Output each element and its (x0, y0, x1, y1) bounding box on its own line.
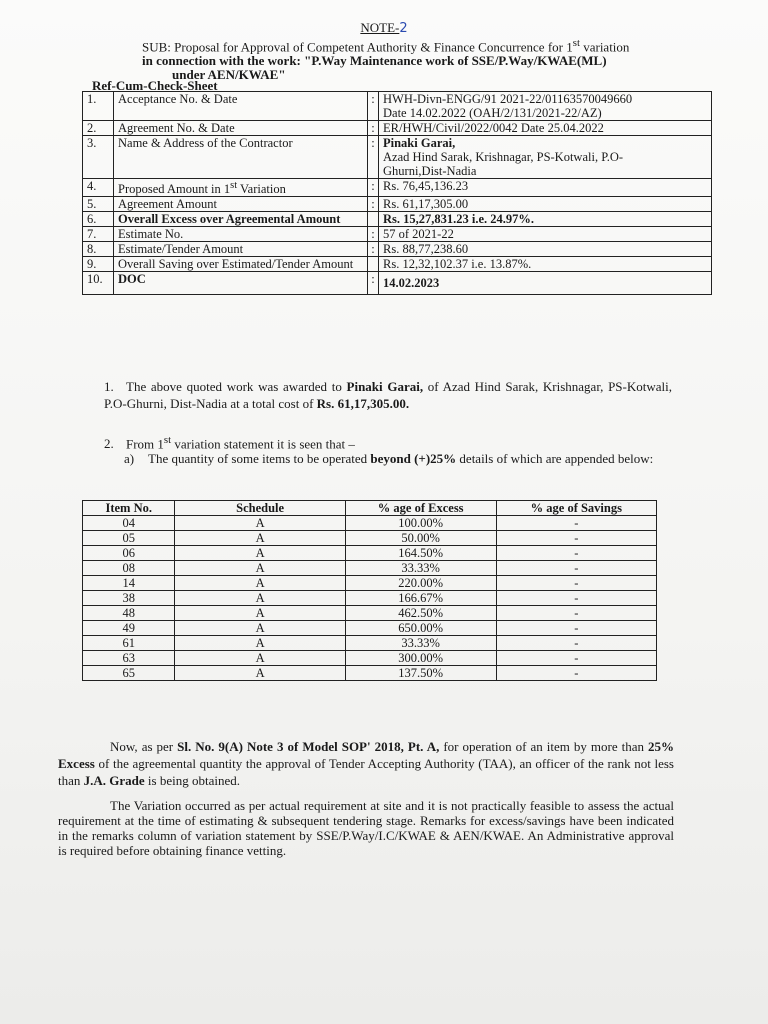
row-label: Acceptance No. & Date (114, 92, 368, 121)
note-label: NOTE- (360, 20, 400, 35)
table-row (83, 531, 657, 546)
row-number: 5. (83, 197, 114, 212)
row-colon (368, 212, 379, 227)
paragraph-4: The Variation occurred as per actual requirement at site and it is not practically feasible to assess the actual requirement at the time of estimating & subsequent tendering stage. Remarks for excess/savings have been indicated in the remarks column of variation statement by SSE/P.Way/I.C/KWAE & AEN/KWAE. An Administrative approval is required before obtaining finance vetting. (58, 798, 674, 858)
cell-savings: - (496, 546, 656, 561)
cell-schedule: A (175, 561, 345, 576)
cell-item-no: 05 (83, 531, 175, 546)
cell-schedule: A (175, 516, 345, 531)
value-line: HWH-Divn-ENGG/91 2021-22/01163570049660 (383, 92, 633, 106)
table-header-row (83, 501, 657, 516)
value-line: Azad Hind Sarak, Krishnagar, PS-Kotwali, P.O- (383, 150, 624, 164)
cell-savings: - (496, 636, 656, 651)
ref-heading: Ref-Cum-Check-Sheet (92, 78, 218, 93)
paragraph-2a (124, 450, 696, 467)
subject-line1: SUB: Proposal for Approval of Competent Authority & Finance Concurrence for 1 (142, 39, 573, 55)
row-colon: : (368, 227, 379, 242)
row-value: Rs. 15,27,831.23 i.e. 24.97%. (379, 212, 712, 227)
cell-savings: - (496, 576, 656, 591)
row-colon: : (368, 92, 379, 121)
cell-savings: - (496, 531, 656, 546)
cell-schedule: A (175, 666, 345, 681)
para-text: of the agreemental quantity the approval of Tender Accepting Authority (TAA), an officer of the rank not less than (58, 756, 674, 788)
row-value: 14.02.2023 (379, 272, 712, 295)
para-sup: st (163, 434, 172, 446)
cell-item-no: 06 (83, 546, 175, 561)
cell-savings: - (496, 606, 656, 621)
table-row (83, 92, 712, 121)
header-excess: % age of Excess (345, 501, 496, 516)
cell-excess: 462.50% (345, 606, 496, 621)
para-text: The above quoted work was awarded to (126, 379, 347, 394)
para-number: 1. (104, 379, 114, 394)
para-text: details of which are appended below: (456, 451, 654, 466)
value-line: Pinaki Garai, (383, 136, 456, 150)
table-row (83, 546, 657, 561)
cell-excess: 50.00% (345, 531, 496, 546)
cell-item-no: 04 (83, 516, 175, 531)
value-line: Date 14.02.2022 (OAH/2/131/2021-22/AZ) (383, 106, 602, 120)
subject (142, 36, 702, 82)
cell-savings: - (496, 591, 656, 606)
row-number: 6. (83, 212, 114, 227)
excess-limit: 25% Excess (58, 739, 674, 771)
row-label: Overall Excess over Agreemental Amount (114, 212, 368, 227)
row-value: 57 of 2021-22 (379, 227, 712, 242)
row-number: 7. (83, 227, 114, 242)
para-text: for operation of an item by more than (439, 739, 648, 754)
table-row (83, 136, 712, 179)
header-schedule: Schedule (175, 501, 345, 516)
row-label: Agreement No. & Date (114, 121, 368, 136)
table-row (83, 651, 657, 666)
header-item-no: Item No. (83, 501, 175, 516)
table-row (83, 621, 657, 636)
row-label: Name & Address of the Contractor (114, 136, 368, 179)
row-number: 1. (83, 92, 114, 121)
table-row (83, 666, 657, 681)
cell-savings: - (496, 651, 656, 666)
award-amount: Rs. 61,17,305.00. (316, 396, 410, 411)
value-line: Ghurni,Dist-Nadia (383, 164, 477, 178)
note-number-handwritten: 2 (399, 21, 408, 36)
label-sup: st (230, 180, 238, 191)
cell-item-no: 49 (83, 621, 175, 636)
para-text: Now, as per (110, 739, 178, 754)
cell-item-no: 48 (83, 606, 175, 621)
row-number: 10. (83, 272, 114, 295)
row-value (379, 136, 712, 179)
table-row (83, 576, 657, 591)
row-label: Estimate/Tender Amount (114, 242, 368, 257)
para-number: 2. (104, 436, 114, 452)
cell-savings: - (496, 666, 656, 681)
cell-item-no: 14 (83, 576, 175, 591)
cell-excess: 33.33% (345, 636, 496, 651)
cell-schedule: A (175, 531, 345, 546)
sop-reference: Sl. No. 9(A) Note 3 of Model SOP' 2018, Pt. A, (177, 739, 440, 754)
note-title (0, 20, 768, 36)
cell-excess: 137.50% (345, 666, 496, 681)
label-part: Variation (237, 182, 286, 197)
row-colon (368, 257, 379, 272)
row-label: Estimate No. (114, 227, 368, 242)
cell-excess: 100.00% (345, 516, 496, 531)
row-value: Rs. 61,17,305.00 (379, 197, 712, 212)
contractor-name: Pinaki Garai, (346, 379, 424, 394)
items-table-body (83, 516, 657, 681)
subject-line2: in connection with the work: "P.Way Maintenance work of SSE/P.Way/KWAE(ML) (142, 53, 607, 69)
sub-label: a) (124, 451, 135, 466)
para-text: variation statement it is seen that – (171, 436, 355, 452)
beyond-limit: beyond (+)25% (370, 451, 457, 466)
row-label (114, 179, 368, 197)
row-label: Agreement Amount (114, 197, 368, 212)
table-row (83, 591, 657, 606)
cell-schedule: A (175, 591, 345, 606)
row-number: 8. (83, 242, 114, 257)
subject-line3: under AEN/KWAE" (172, 67, 286, 83)
para-text: is being obtained. (144, 773, 240, 788)
paragraph-3 (58, 738, 674, 789)
header-savings: % age of Savings (496, 501, 656, 516)
row-value (379, 92, 712, 121)
label-part: Proposed Amount in 1 (118, 182, 231, 197)
cell-item-no: 38 (83, 591, 175, 606)
row-colon: : (368, 179, 379, 197)
row-value: Rs. 88,77,238.60 (379, 242, 712, 257)
row-colon: : (368, 136, 379, 179)
paragraph-1 (104, 378, 672, 412)
row-number: 3. (83, 136, 114, 179)
cell-savings: - (496, 621, 656, 636)
cell-schedule: A (175, 636, 345, 651)
cell-item-no: 61 (83, 636, 175, 651)
row-value: Rs. 12,32,102.37 i.e. 13.87%. (379, 257, 712, 272)
para-text: of Azad Hind Sarak, Krishnagar, PS-Kotwali, P.O-Ghurni, Dist-Nadia at a total cost of (104, 379, 672, 411)
table-row (83, 197, 712, 212)
row-colon: : (368, 242, 379, 257)
cell-excess: 166.67% (345, 591, 496, 606)
row-colon: : (368, 272, 379, 295)
cell-savings: - (496, 561, 656, 576)
row-number: 4. (83, 179, 114, 197)
table-row (83, 121, 712, 136)
cell-schedule: A (175, 606, 345, 621)
row-colon: : (368, 197, 379, 212)
check-sheet-table (82, 91, 712, 295)
row-number: 2. (83, 121, 114, 136)
table-row (83, 561, 657, 576)
cell-excess: 300.00% (345, 651, 496, 666)
row-colon: : (368, 121, 379, 136)
cell-savings: - (496, 516, 656, 531)
cell-item-no: 63 (83, 651, 175, 666)
cell-item-no: 65 (83, 666, 175, 681)
row-number: 9. (83, 257, 114, 272)
table-row (83, 179, 712, 197)
table-row (83, 227, 712, 242)
cell-excess: 650.00% (345, 621, 496, 636)
table-row (83, 516, 657, 531)
para-text: The quantity of some items to be operated (148, 451, 371, 466)
subject-suffix: variation (579, 39, 630, 55)
table-row (83, 272, 712, 295)
row-value: ER/HWH/Civil/2022/0042 Date 25.04.2022 (379, 121, 712, 136)
cell-excess: 33.33% (345, 561, 496, 576)
table-row (83, 257, 712, 272)
table-row (83, 242, 712, 257)
table-row (83, 636, 657, 651)
cell-schedule: A (175, 546, 345, 561)
cell-item-no: 08 (83, 561, 175, 576)
cell-excess: 220.00% (345, 576, 496, 591)
row-label: DOC (114, 272, 368, 295)
officer-grade: J.A. Grade (83, 773, 145, 788)
para-text: From 1 (126, 436, 164, 452)
table-row (83, 606, 657, 621)
excess-items-table (82, 500, 657, 681)
cell-schedule: A (175, 576, 345, 591)
cell-schedule: A (175, 651, 345, 666)
row-label: Overall Saving over Estimated/Tender Amount (114, 257, 368, 272)
cell-excess: 164.50% (345, 546, 496, 561)
row-value: Rs. 76,45,136.23 (379, 179, 712, 197)
table-row (83, 212, 712, 227)
cell-schedule: A (175, 621, 345, 636)
subject-sup: st (572, 37, 580, 49)
